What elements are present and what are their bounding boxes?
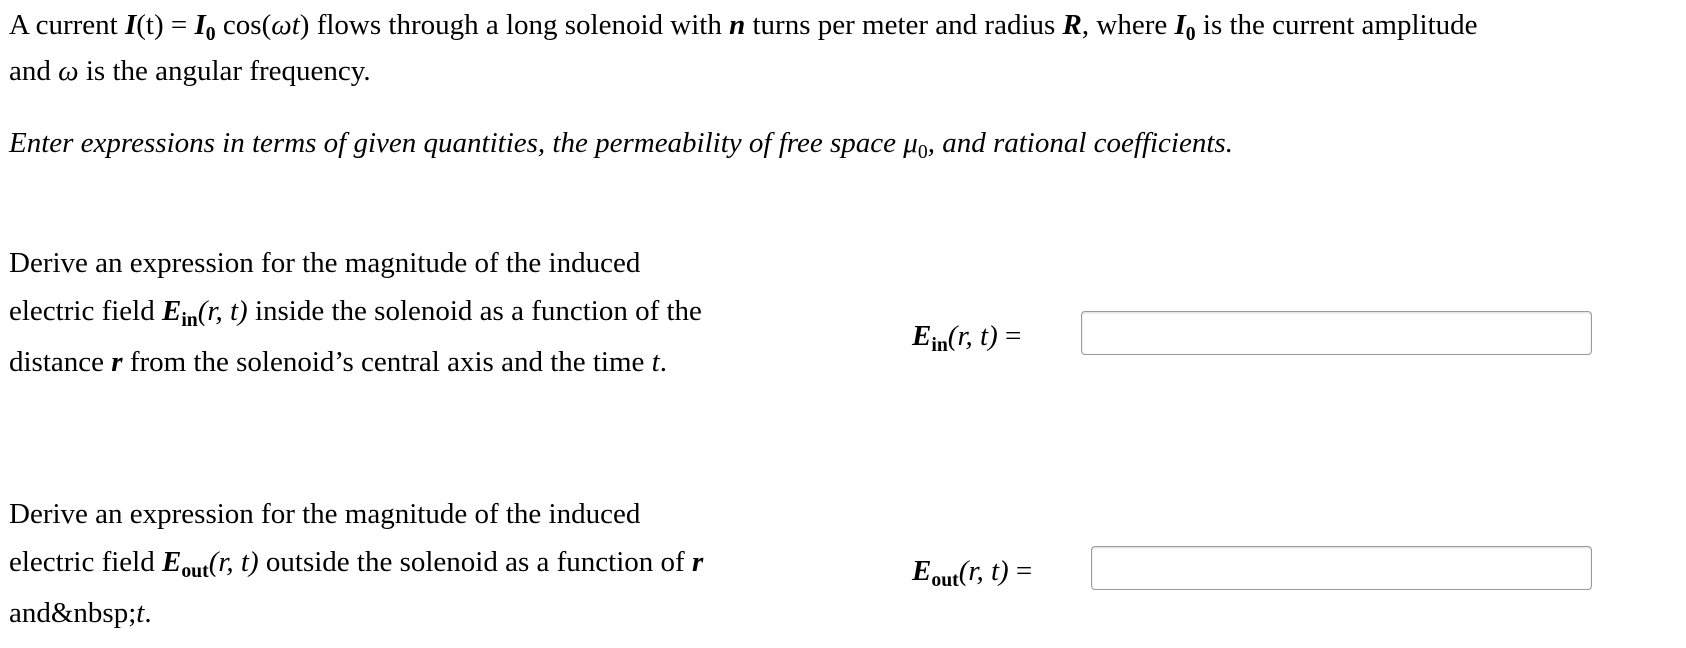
problem-text: and (9, 55, 59, 87)
var-t: t (136, 597, 145, 629)
problem-statement-line-2 (9, 53, 371, 89)
question-line: Derive an expression for the magnitude of the induced (9, 498, 641, 530)
question-line (9, 538, 789, 589)
var-symbol: E (912, 320, 932, 352)
instructions-text: Enter expressions in terms of given quantities, the permeability of free space (9, 127, 904, 159)
problem-text: is the angular frequency. (78, 55, 371, 87)
answer-label-e-in (912, 318, 1021, 357)
var-current-amplitude (1174, 9, 1196, 45)
var-current-amplitude (194, 9, 216, 45)
problem-text: A current (9, 9, 125, 41)
question-line (9, 589, 789, 637)
var-args: (r, t) (947, 320, 998, 352)
equals-sign: = (997, 320, 1022, 352)
answer-input-e-in[interactable] (1081, 311, 1592, 355)
instructions (9, 125, 1233, 164)
question-line (9, 287, 789, 338)
var-subscript: 0 (1185, 22, 1196, 45)
var-subscript: 0 (205, 22, 216, 45)
problem-text: cos( (215, 9, 272, 41)
var-symbol: I (194, 9, 206, 41)
question-text: electric field (9, 546, 162, 578)
var-args: (r, t) (958, 555, 1009, 587)
var-subscript: 0 (917, 140, 928, 163)
question-text: electric field (9, 295, 162, 327)
problem-text: , where (1081, 9, 1175, 41)
var-args: (r, t) (208, 546, 259, 578)
var-subscript: out (931, 568, 959, 591)
var-r: r (691, 546, 704, 578)
problem-text: = (163, 9, 195, 41)
var-args: (r, t) (197, 295, 248, 327)
part-1-question (9, 239, 789, 386)
var-e-in (912, 320, 948, 356)
answer-label-e-out (912, 553, 1032, 592)
var-omega: ω (58, 55, 79, 87)
var-symbol: E (161, 546, 182, 578)
problem-text: turns per meter and radius (745, 9, 1063, 41)
var-radius: R (1062, 9, 1082, 41)
var-e-out (161, 546, 209, 582)
var-e-out (912, 555, 959, 591)
var-symbol: μ (903, 127, 918, 159)
var-subscript: in (181, 308, 198, 331)
var-current: I (124, 9, 137, 41)
var-symbol: E (161, 295, 182, 327)
var-e-in (161, 295, 198, 331)
var-t: t (651, 346, 660, 378)
equals-sign: = (1008, 555, 1033, 587)
problem-text: (t) (136, 9, 164, 41)
var-omega-t: ωt (271, 9, 300, 41)
question-line (9, 338, 789, 386)
question-text: distance (9, 346, 112, 378)
question-text: outside the solenoid as a function of (258, 546, 692, 578)
question-text: and&nbsp; (9, 597, 137, 629)
question-text: . (144, 597, 152, 629)
var-turns-per-meter: n (729, 9, 746, 41)
question-line: Derive an expression for the magnitude of the induced (9, 247, 641, 279)
var-r: r (111, 346, 123, 378)
answer-input-e-out[interactable] (1091, 546, 1592, 590)
var-symbol: E (912, 555, 932, 587)
var-symbol: I (1174, 9, 1186, 41)
var-mu0 (903, 127, 928, 163)
problem-statement-line-1 (9, 7, 1478, 46)
part-2-question (9, 490, 789, 637)
problem-text: is the current amplitude (1195, 9, 1478, 41)
question-text: from the solenoid’s central axis and the time (122, 346, 652, 378)
question-text: . (659, 346, 667, 378)
var-subscript: in (931, 333, 948, 356)
var-subscript: out (181, 559, 209, 582)
problem-text: ) flows through a long solenoid with (299, 9, 730, 41)
question-text: inside the solenoid as a function of the (247, 295, 702, 327)
instructions-text: , and rational coefficients. (927, 127, 1233, 159)
